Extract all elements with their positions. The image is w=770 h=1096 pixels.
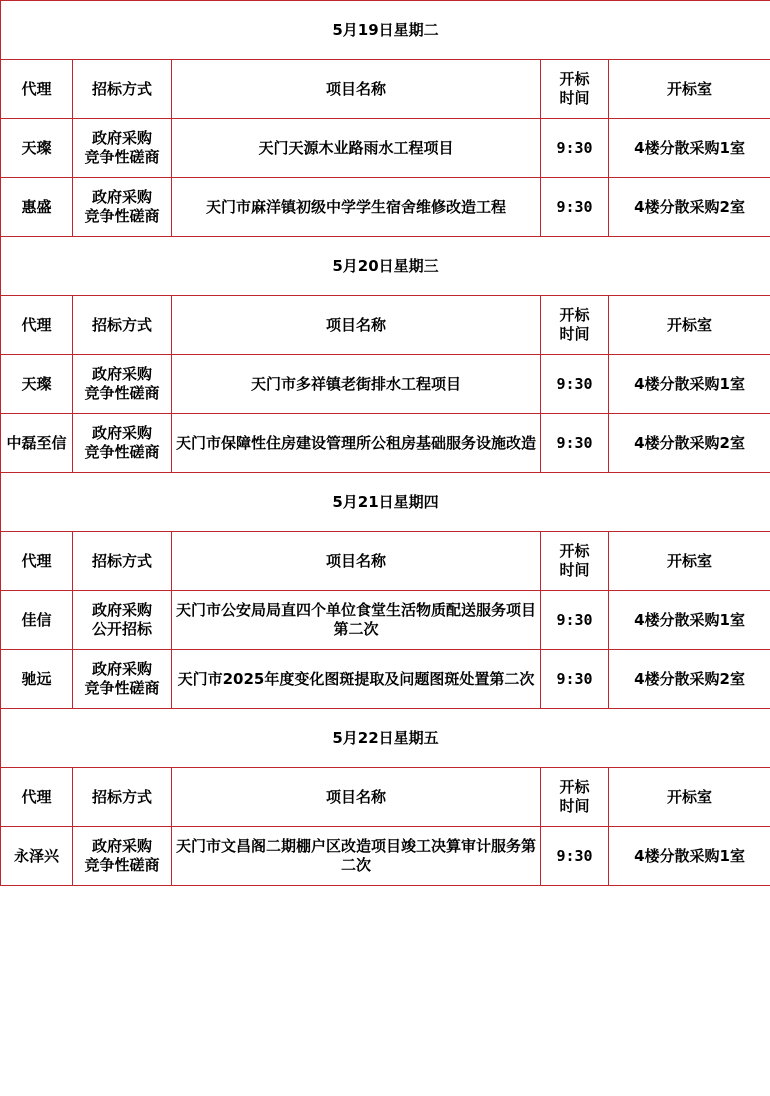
header-room: 开标室 (609, 60, 770, 119)
header-agent: 代理 (1, 60, 73, 119)
header-time-line-1: 开标 (559, 70, 590, 88)
header-project: 项目名称 (172, 768, 541, 827)
day-header: 5月20日星期三 (1, 237, 770, 296)
agent-cell: 永泽兴 (1, 827, 73, 886)
header-time-line-2: 时间 (559, 325, 590, 343)
header-agent: 代理 (1, 296, 73, 355)
method-cell-line-1: 政府采购 (91, 660, 152, 678)
method-cell-line-1: 政府采购 (91, 129, 152, 147)
time-cell: 9:30 (541, 591, 609, 650)
room-cell: 4楼分散采购2室 (609, 178, 770, 237)
day-header: 5月21日星期四 (1, 473, 770, 532)
header-agent: 代理 (1, 532, 73, 591)
header-method: 招标方式 (73, 296, 172, 355)
column-header-row (1, 532, 770, 591)
method-cell-line-1: 政府采购 (91, 365, 152, 383)
header-time (541, 532, 609, 591)
agent-cell: 中磊至信 (1, 414, 73, 473)
method-cell-line-1: 政府采购 (91, 601, 152, 619)
room-cell: 4楼分散采购1室 (609, 591, 770, 650)
room-cell: 4楼分散采购1室 (609, 355, 770, 414)
time-cell: 9:30 (541, 355, 609, 414)
day-header-row (1, 473, 770, 532)
method-cell (73, 827, 172, 886)
header-room: 开标室 (609, 768, 770, 827)
table-row (1, 355, 770, 414)
project-name-cell: 天门市文昌阁二期棚户区改造项目竣工决算审计服务第二次 (172, 827, 541, 886)
schedule-body (1, 1, 770, 886)
method-cell (73, 355, 172, 414)
header-project: 项目名称 (172, 296, 541, 355)
header-project: 项目名称 (172, 60, 541, 119)
time-cell: 9:30 (541, 119, 609, 178)
header-time (541, 768, 609, 827)
room-cell: 4楼分散采购1室 (609, 119, 770, 178)
header-project: 项目名称 (172, 532, 541, 591)
column-header-row (1, 296, 770, 355)
header-time-line-1: 开标 (559, 778, 590, 796)
method-cell (73, 414, 172, 473)
header-time-line-1: 开标 (559, 306, 590, 324)
day-header: 5月22日星期五 (1, 709, 770, 768)
day-header-row (1, 1, 770, 60)
day-header-row (1, 709, 770, 768)
header-room: 开标室 (609, 296, 770, 355)
method-cell-line-1: 政府采购 (91, 424, 152, 442)
agent-cell: 驰远 (1, 650, 73, 709)
agent-cell: 惠盛 (1, 178, 73, 237)
method-cell-line-2: 公开招标 (91, 620, 152, 638)
table-row (1, 119, 770, 178)
method-cell-line-2: 竞争性磋商 (84, 443, 160, 461)
agent-cell: 佳信 (1, 591, 73, 650)
header-time (541, 296, 609, 355)
table-row (1, 650, 770, 709)
method-cell (73, 650, 172, 709)
room-cell: 4楼分散采购2室 (609, 650, 770, 709)
room-cell: 4楼分散采购2室 (609, 414, 770, 473)
header-time-line-2: 时间 (559, 561, 590, 579)
header-time-line-1: 开标 (559, 542, 590, 560)
day-header-row (1, 237, 770, 296)
column-header-row (1, 768, 770, 827)
method-cell-line-2: 竞争性磋商 (84, 384, 160, 402)
method-cell (73, 119, 172, 178)
project-name-cell: 天门市保障性住房建设管理所公租房基础服务设施改造 (172, 414, 541, 473)
project-name-cell: 天门市麻洋镇初级中学学生宿舍维修改造工程 (172, 178, 541, 237)
method-cell-line-2: 竞争性磋商 (84, 856, 160, 874)
agent-cell: 天璨 (1, 355, 73, 414)
method-cell-line-2: 竞争性磋商 (84, 148, 160, 166)
project-name-cell: 天门市2025年度变化图斑提取及问题图斑处置第二次 (172, 650, 541, 709)
table-row (1, 414, 770, 473)
header-method: 招标方式 (73, 60, 172, 119)
project-name-cell: 天门天源木业路雨水工程项目 (172, 119, 541, 178)
time-cell: 9:30 (541, 414, 609, 473)
header-room: 开标室 (609, 532, 770, 591)
table-row (1, 827, 770, 886)
header-time (541, 60, 609, 119)
time-cell: 9:30 (541, 650, 609, 709)
table-row (1, 178, 770, 237)
column-header-row (1, 60, 770, 119)
header-time-line-2: 时间 (559, 89, 590, 107)
method-cell-line-2: 竞争性磋商 (84, 679, 160, 697)
header-agent: 代理 (1, 768, 73, 827)
method-cell (73, 178, 172, 237)
room-cell: 4楼分散采购1室 (609, 827, 770, 886)
header-time-line-2: 时间 (559, 797, 590, 815)
method-cell (73, 591, 172, 650)
method-cell-line-1: 政府采购 (91, 188, 152, 206)
method-cell-line-2: 竞争性磋商 (84, 207, 160, 225)
time-cell: 9:30 (541, 178, 609, 237)
header-method: 招标方式 (73, 768, 172, 827)
method-cell-line-1: 政府采购 (91, 837, 152, 855)
day-header: 5月19日星期二 (1, 1, 770, 60)
table-row (1, 591, 770, 650)
agent-cell: 天璨 (1, 119, 73, 178)
project-name-cell: 天门市公安局局直四个单位食堂生活物质配送服务项目第二次 (172, 591, 541, 650)
header-method: 招标方式 (73, 532, 172, 591)
project-name-cell: 天门市多祥镇老街排水工程项目 (172, 355, 541, 414)
time-cell: 9:30 (541, 827, 609, 886)
